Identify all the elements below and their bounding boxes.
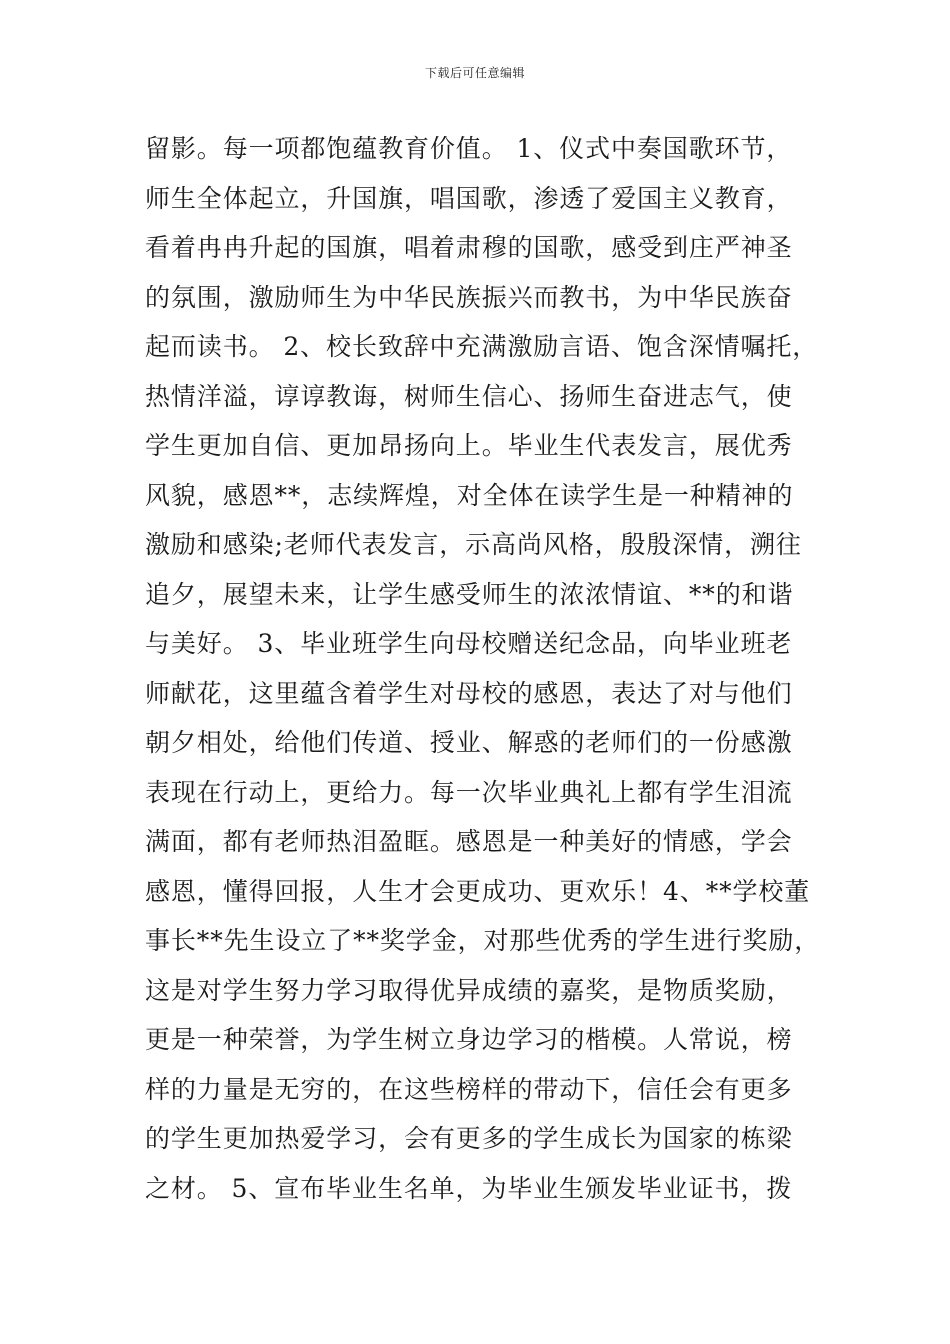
page-header: 下载后可任意编辑 (424, 66, 525, 80)
body-text (145, 124, 821, 1213)
text-line: 风貌，感恩**，志续辉煌，对全体在读学生是一种精神的 (145, 480, 794, 510)
text-line: 感恩，懂得回报，人生才会更成功、更欢乐！4、**学校董 (145, 876, 811, 906)
text-line: 事长**先生设立了**奖学金，对那些优秀的学生进行奖励， (145, 926, 821, 955)
text-line: 朝夕相处，给他们传道、授业、解惑的老师们的一份感激 (145, 728, 793, 757)
text-line: 的氛围，激励师生为中华民族振兴而教书，为中华民族奋 (145, 282, 793, 312)
text-line: 满面，都有老师热泪盈眶。感恩是一种美好的情感，学会 (145, 827, 793, 856)
text-line: 热情洋溢，谆谆教诲，树师生信心、扬师生奋进志气，使 (145, 381, 793, 411)
text-line: 学生更加自信、更加昂扬向上。毕业生代表发言，展优秀 (145, 431, 793, 460)
text-line: 起而读书。 2、校长致辞中充满激励言语、饱含深情嘱托， (145, 332, 819, 361)
text-line: 激励和感染;老师代表发言，示高尚风格，殷殷深情，溯往 (145, 530, 802, 559)
text-line: 与美好。 3、毕业班学生向母校赠送纪念品，向毕业班老 (145, 629, 793, 658)
text-line: 更是一种荣誉，为学生树立身边学习的楷模。人常说，榜 (145, 1025, 793, 1054)
text-line: 追夕，展望未来，让学生感受师生的浓浓情谊、**的和谐 (145, 579, 794, 609)
text-line: 的学生更加热爱学习，会有更多的学生成长为国家的栋梁 (145, 1124, 793, 1153)
text-line: 看着冉冉升起的国旗，唱着肃穆的国歌，感受到庄严神圣 (145, 233, 793, 262)
text-line: 表现在行动上，更给力。每一次毕业典礼上都有学生泪流 (145, 777, 793, 807)
text-line: 留影。每一项都饱蕴教育价值。 1、仪式中奏国歌环节， (145, 134, 793, 163)
text-line: 样的力量是无穷的，在这些榜样的带动下，信任会有更多 (145, 1074, 793, 1104)
text-line: 师献花，这里蕴含着学生对母校的感恩，表达了对与他们 (145, 678, 793, 708)
text-line: 这是对学生努力学习取得优异成绩的嘉奖，是物质奖励， (145, 975, 793, 1005)
text-line: 之材。 5、宣布毕业生名单，为毕业生颁发毕业证书，拨 (145, 1173, 793, 1203)
text-line: 师生全体起立，升国旗，唱国歌，渗透了爱国主义教育， (145, 183, 793, 213)
